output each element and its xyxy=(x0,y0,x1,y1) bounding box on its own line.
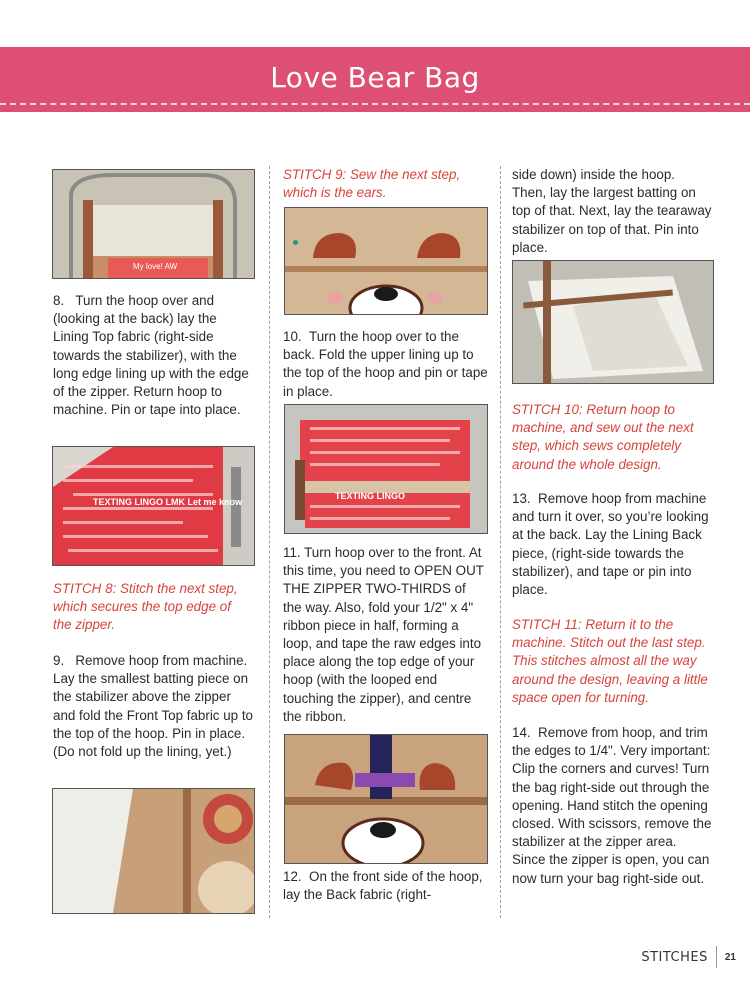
stitch-9-text: STITCH 9: Sew the next step, which is the ears. xyxy=(283,167,461,201)
title-banner xyxy=(0,47,750,112)
photo-stabilizer-back-art xyxy=(513,261,713,383)
page-title: Love Bear Bag xyxy=(270,61,480,94)
stitch-10-text: STITCH 10: Return hoop to machine, and sew out the next step, which sews completely around the whole design. xyxy=(512,402,694,472)
step-8-text: 8. Turn the hoop over and (looking at the back) lay the Lining Top fabric (right-side towards the stabilizer), with the long edge lining up with the edge of the zipper. Return hoop to machine. Pin or tape into place. xyxy=(53,293,249,418)
photo-texting-folded-art xyxy=(285,405,487,533)
step-9-text: 9. Remove hoop from machine. Lay the smallest batting piece on the stabilizer above the zipper and fold the Front Top fabric up to the top of the hoop. Pin in place. (Do not fold up the lining, yet.) xyxy=(53,653,253,760)
photo-stabilizer-back xyxy=(512,260,714,384)
photo-bear-ears xyxy=(284,207,488,315)
stitch-8-text: STITCH 8: Stitch the next step, which secures the top edge of the zipper. xyxy=(53,581,238,633)
photo-texting-folded xyxy=(284,404,488,534)
step-13-text: 13. Remove hoop from machine and turn it over, so you’re looking at the back. Lay the Lining Back piece, (right-side towards the stabilizer), and tape or pin into place. xyxy=(512,491,709,598)
banner-dashed-line xyxy=(0,103,750,105)
stitch-11-text: STITCH 11: Return it to the machine. Stitch out the last step. This stitches almost all the way around the design, leaving a little space open for turning. xyxy=(512,617,708,705)
photo-bear-ears-art xyxy=(285,208,487,314)
column-divider-1 xyxy=(269,166,270,918)
photo-texting-lining xyxy=(52,446,255,566)
photo-texting-folded-text: TEXTING LINGO xyxy=(335,491,406,501)
photo-ribbon-loop-art xyxy=(285,735,487,863)
footer-divider xyxy=(716,946,717,968)
step-14-text: 14. Remove from hoop, and trim the edges to 1/4". Very important: Clip the corners and curves! Turn the bag right-side out through the opening. Hand stitch the opening closed. With scissors, remove the stabilizer at the zipper area. Since the zipper is open, you can now turn your bag right-side out. xyxy=(512,725,712,886)
photo-lining-zipper-text: My love! AW xyxy=(133,262,178,271)
page-number: 21 xyxy=(724,951,736,963)
pin-marker xyxy=(293,240,298,245)
page-footer xyxy=(641,946,736,968)
column-divider-2 xyxy=(500,166,501,918)
step-10-text: 10. Turn the hoop over to the back. Fold the upper lining up to the top of the hoop and pin or tape in place. xyxy=(283,329,488,399)
photo-bear-batting-art xyxy=(53,789,254,913)
step-11-text: 11. Turn hoop over to the front. At this time, you need to OPEN OUT THE ZIPPER TWO-THIRDS of the way. Also, fold your 1/2" x 4" ribbon piece in half, forming a loop, and tape the raw edges into place along the top edge of your hoop (with the looped end touching the zipper), and centre the ribbon. xyxy=(283,545,484,724)
magazine-name: STITCHES xyxy=(641,949,708,965)
photo-lining-zipper xyxy=(52,169,255,279)
photo-bear-batting xyxy=(52,788,255,914)
step-12-text: 12. On the front side of the hoop, lay the Back fabric (right- xyxy=(283,869,483,903)
photo-ribbon-loop xyxy=(284,734,488,864)
step-12-continued-text: side down) inside the hoop. Then, lay the largest batting on top of that. Next, lay the tearaway stabilizer on top of that. Pin into place. xyxy=(512,167,712,255)
photo-texting-lining-text: TEXTING LINGO LMK Let me know xyxy=(93,497,243,507)
